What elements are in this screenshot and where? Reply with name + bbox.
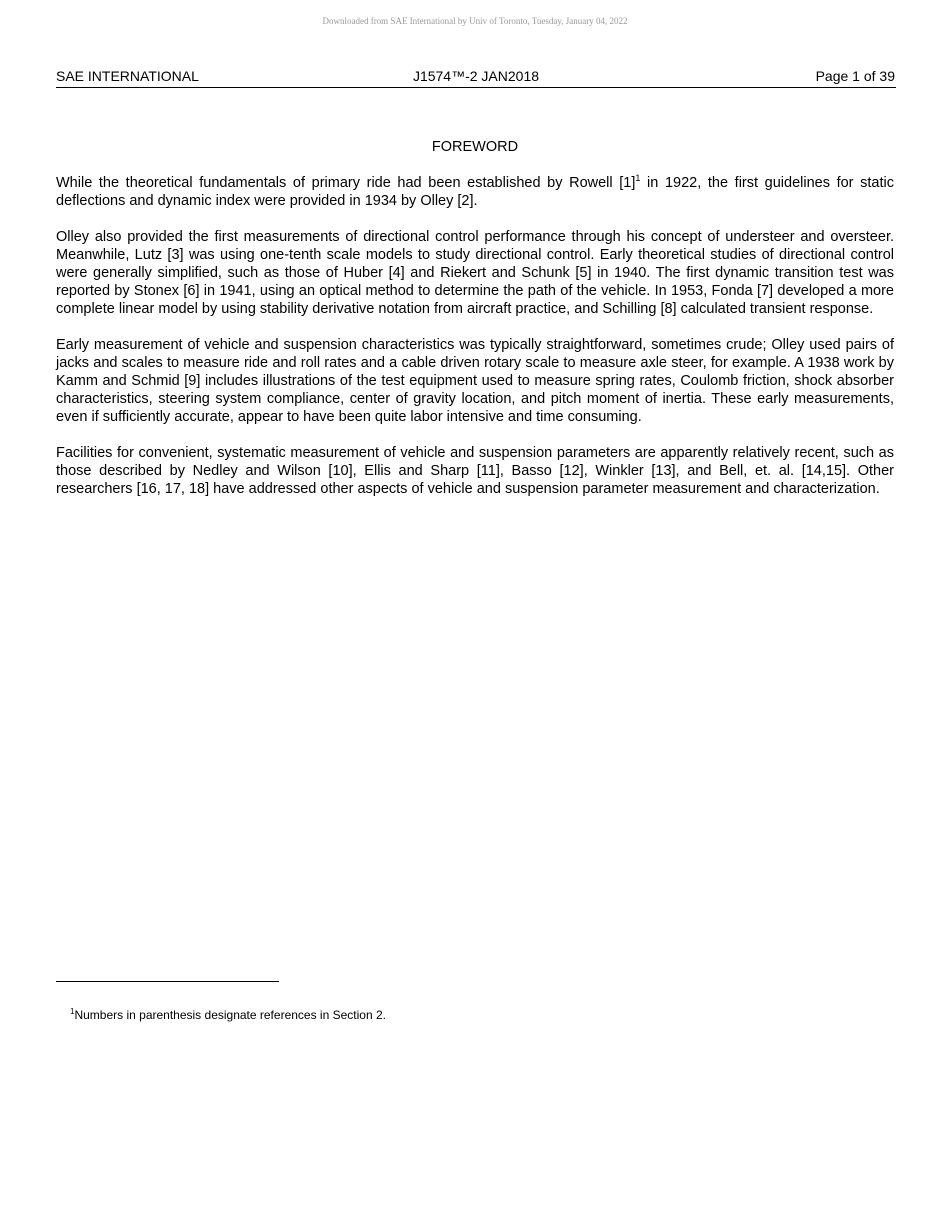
footnote-reference-mark: 1 bbox=[635, 173, 641, 183]
body-text bbox=[56, 174, 894, 516]
header-organization: SAE INTERNATIONAL bbox=[56, 68, 199, 84]
paragraph-2: Olley also provided the first measurements of directional control performance through his concept of understeer and oversteer. Meanwhile, Lutz [3] was using one-tenth scale models to study directional control. Early theoretical studies of directional control were generally simplified, such as those of Huber [4] and Riekert and Schunk [5] in 1940. The first dynamic transition test was reported by Stonex [6] in 1941, using an optical method to determine the path of the vehicle. In 1953, Fonda [7] developed a more complete linear model by using stability derivative notation from aircraft practice, and Schilling [8] calculated transient response. bbox=[56, 229, 894, 317]
paragraph-3: Early measurement of vehicle and suspension characteristics was typically straightforward, sometimes crude; Olley used pairs of jacks and scales to measure ride and roll rates and a cable driven rotary scale to measure axle steer, for example. A 1938 work by Kamm and Schmid [9] includes illustrations of the test equipment used to measure spring rates, Coulomb friction, shock absorber characteristics, steering system compliance, center of gravity location, and pitch moment of inertia. These early measurements, even if sufficiently accurate, appear to have been quite labor intensive and time consuming. bbox=[56, 337, 894, 425]
paragraph-4: Facilities for convenient, systematic measurement of vehicle and suspension parameters are apparently relatively recent, such as those described by Nedley and Wilson [10], Ellis and Sharp [11], Basso [12], Winkler [13], and Bell, et. al. [14,15]. Other researchers [16, 17, 18] have addressed other aspects of vehicle and suspension parameter measurement and characterization. bbox=[56, 445, 894, 497]
paragraph-1 bbox=[56, 174, 894, 210]
page-header bbox=[56, 67, 896, 88]
header-document-id: J1574™-2 JAN2018 bbox=[412, 68, 540, 84]
footnote-divider bbox=[56, 981, 279, 982]
footnote bbox=[70, 1008, 386, 1023]
paragraph-1-text-b: in 1922, the first guidelines for static deflections and dynamic index were provided in 1934 by Olley [2]. bbox=[56, 175, 894, 209]
footnote-text: Numbers in parenthesis designate references in Section 2. bbox=[74, 1008, 386, 1022]
header-page-label: Page 1 of 39 bbox=[815, 68, 895, 84]
footnote-mark: 1 bbox=[70, 1007, 75, 1016]
download-watermark: Downloaded from SAE International by Univ of Toronto, Tuesday, January 04, 2022 bbox=[322, 16, 628, 26]
paragraph-1-text-a: While the theoretical fundamentals of primary ride had been established by Rowell [1] bbox=[56, 175, 636, 191]
section-title: FOREWORD bbox=[431, 139, 519, 155]
